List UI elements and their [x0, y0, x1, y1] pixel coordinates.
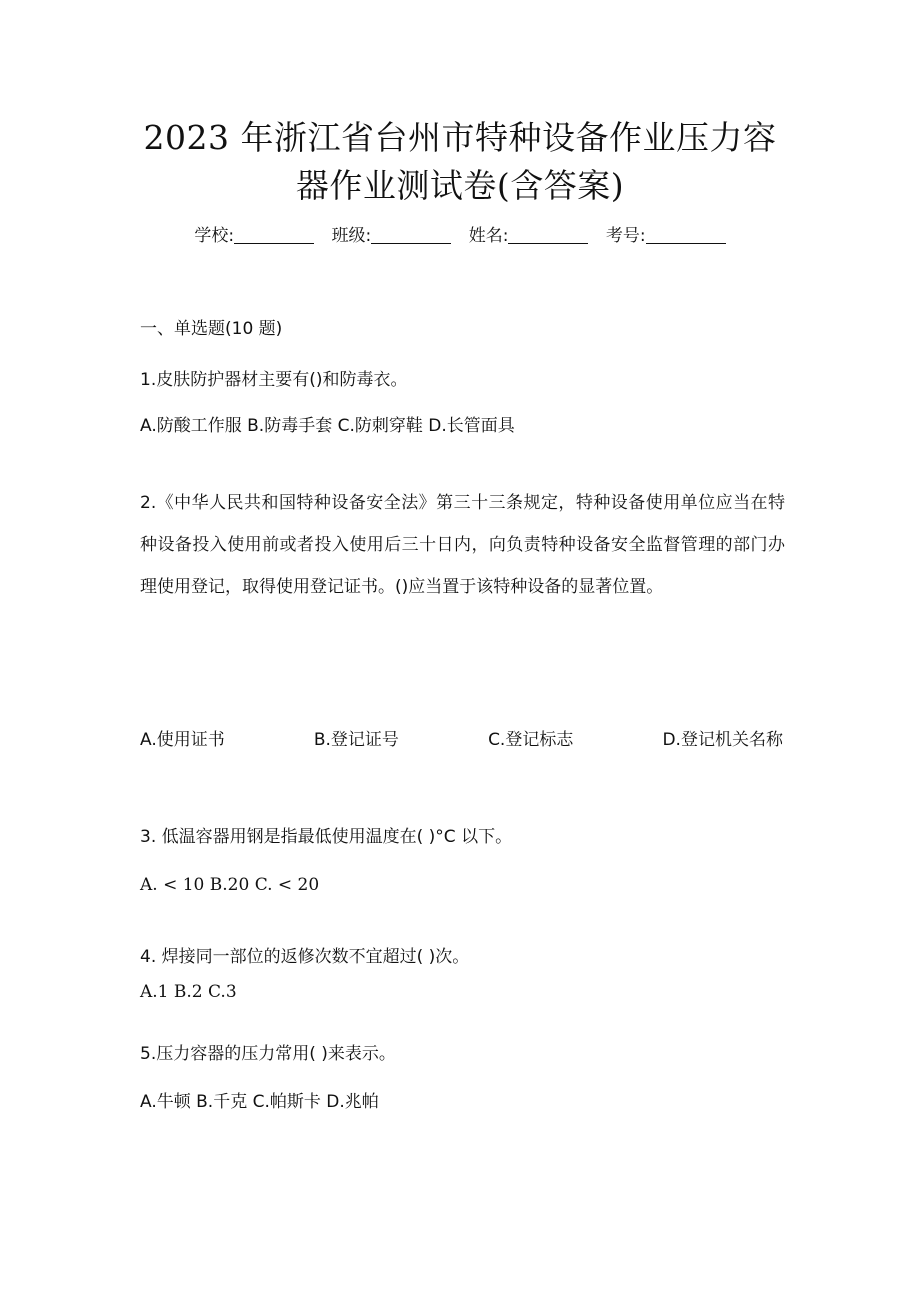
exam-number-field	[606, 226, 726, 246]
class-field	[332, 226, 452, 246]
question-2-option-b: B.登记证号	[313, 730, 399, 750]
question-1-options: A.防酸工作服 B.防毒手套 C.防刺穿鞋 D.长管面具	[140, 416, 515, 436]
exam-title-line-1: 2023 年浙江省台州市特种设备作业压力容	[143, 118, 777, 157]
question-5-options: A.牛顿 B.千克 C.帕斯卡 D.兆帕	[140, 1092, 379, 1112]
question-2-options	[140, 726, 783, 754]
question-2-stem: 2.《中华人民共和国特种设备安全法》第三十三条规定，特种设备使用单位应当在特种设备投入使用前或者投入使用后三十日内，向负责特种设备安全监督管理的部门办理使用登记，取得使用登记证书。()应当置于该特种设备的显著位置。	[140, 493, 785, 597]
question-3-stem: 3. 低温容器用钢是指最低使用温度在( )°C 以下。	[140, 827, 513, 847]
exam-title-line-2: 器作业测试卷(含答案)	[295, 166, 625, 205]
question-2-option-d: D.登记机关名称	[662, 730, 783, 750]
question-2-option-c: C.登记标志	[488, 730, 574, 750]
question-1-stem: 1.皮肤防护器材主要有()和防毒衣。	[140, 370, 408, 390]
student-info-row	[0, 222, 920, 250]
school-field	[194, 226, 314, 246]
school-blank[interactable]	[234, 229, 314, 244]
name-label: 姓名:	[468, 226, 509, 246]
class-blank[interactable]	[371, 229, 451, 244]
name-field	[469, 226, 589, 246]
exam-number-label: 考号:	[605, 226, 646, 246]
name-blank[interactable]	[508, 229, 588, 244]
question-3-options: A. < 10 B.20 C. < 20	[140, 875, 320, 895]
class-label: 班级:	[331, 226, 372, 246]
school-label: 学校:	[194, 226, 235, 246]
question-2-option-a: A.使用证书	[140, 730, 225, 750]
question-4-options: A.1 B.2 C.3	[140, 982, 237, 1002]
question-5-stem: 5.压力容器的压力常用( )来表示。	[140, 1044, 396, 1064]
question-4-stem: 4. 焊接同一部位的返修次数不宜超过( )次。	[140, 947, 470, 967]
section-heading: 一、单选题(10 题)	[140, 319, 283, 339]
exam-number-blank[interactable]	[646, 229, 726, 244]
